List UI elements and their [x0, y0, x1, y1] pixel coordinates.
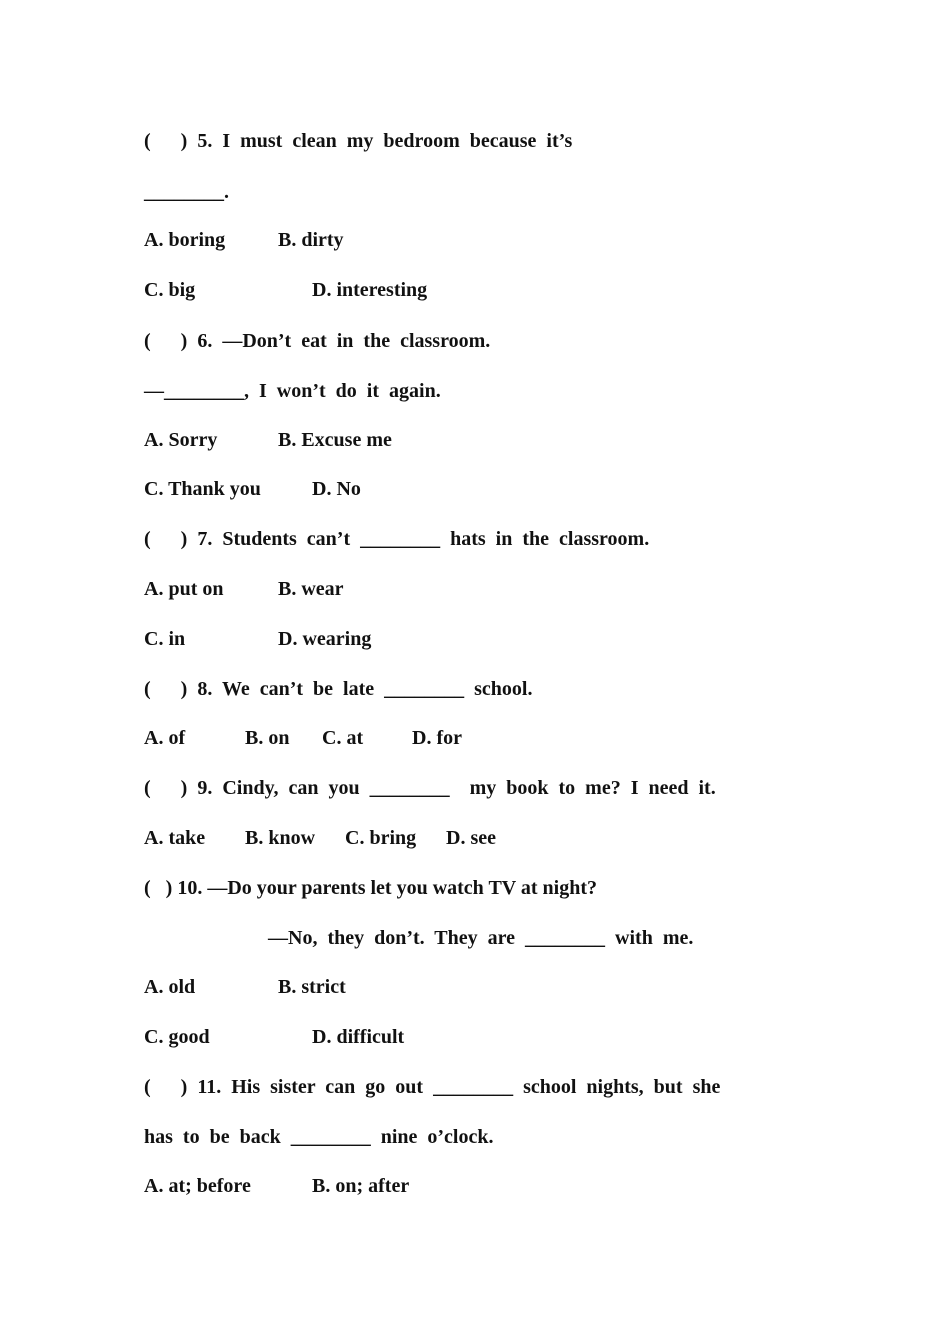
question-5-option-b: B. dirty: [278, 229, 344, 251]
question-6-option-c: C. Thank you: [144, 478, 261, 500]
question-7-option-c: C. in: [144, 628, 186, 650]
question-10-option-d: D. difficult: [312, 1026, 405, 1048]
question-8-stem: ( ) 8. We can’t be late ________ school.: [144, 678, 533, 700]
question-11-stem-continued: has to be back ________ nine o’clock.: [144, 1126, 494, 1148]
question-11-option-b: B. on; after: [312, 1175, 410, 1197]
question-6-option-a: A. Sorry: [144, 429, 218, 451]
question-11-stem: ( ) 11. His sister can go out ________ school nights, but she: [144, 1076, 721, 1098]
question-5-stem-continued: ________.: [144, 181, 229, 203]
question-9-option-b: B. know: [245, 827, 316, 849]
question-5-option-d: D. interesting: [312, 279, 428, 301]
question-7-option-b: B. wear: [278, 578, 344, 600]
question-9-option-c: C. bring: [345, 827, 417, 849]
question-5-option-a: A. boring: [144, 229, 226, 251]
question-7-stem: ( ) 7. Students can’t ________ hats in the classroom.: [144, 528, 650, 550]
question-6-stem: ( ) 6. —Don’t eat in the classroom.: [144, 330, 491, 352]
question-10-option-b: B. strict: [278, 976, 346, 998]
question-7-option-a: A. put on: [144, 578, 224, 600]
question-10-option-a: A. old: [144, 976, 196, 998]
question-5-option-c: C. big: [144, 279, 196, 301]
question-6-option-b: B. Excuse me: [278, 429, 392, 451]
question-5-stem: ( ) 5. I must clean my bedroom because it’s: [144, 130, 573, 152]
question-9-stem: ( ) 9. Cindy, can you ________ my book to me? I need it.: [144, 777, 716, 799]
question-7-option-d: D. wearing: [278, 628, 372, 650]
question-10-stem: ( ) 10. —Do your parents let you watch TV at night?: [144, 877, 597, 899]
question-8-option-a: A. of: [144, 727, 186, 749]
question-11-option-a: A. at; before: [144, 1175, 251, 1197]
question-10-option-c: C. good: [144, 1026, 210, 1048]
question-9-option-d: D. see: [446, 827, 496, 849]
question-9-option-a: A. take: [144, 827, 206, 849]
question-8-option-c: C. at: [322, 727, 364, 749]
question-8-option-b: B. on: [245, 727, 290, 749]
question-6-option-d: D. No: [312, 478, 361, 500]
question-6-stem-continued: —________, I won’t do it again.: [144, 380, 441, 402]
question-8-option-d: D. for: [412, 727, 462, 749]
question-10-stem-continued: —No, they don’t. They are ________ with me.: [268, 927, 694, 949]
